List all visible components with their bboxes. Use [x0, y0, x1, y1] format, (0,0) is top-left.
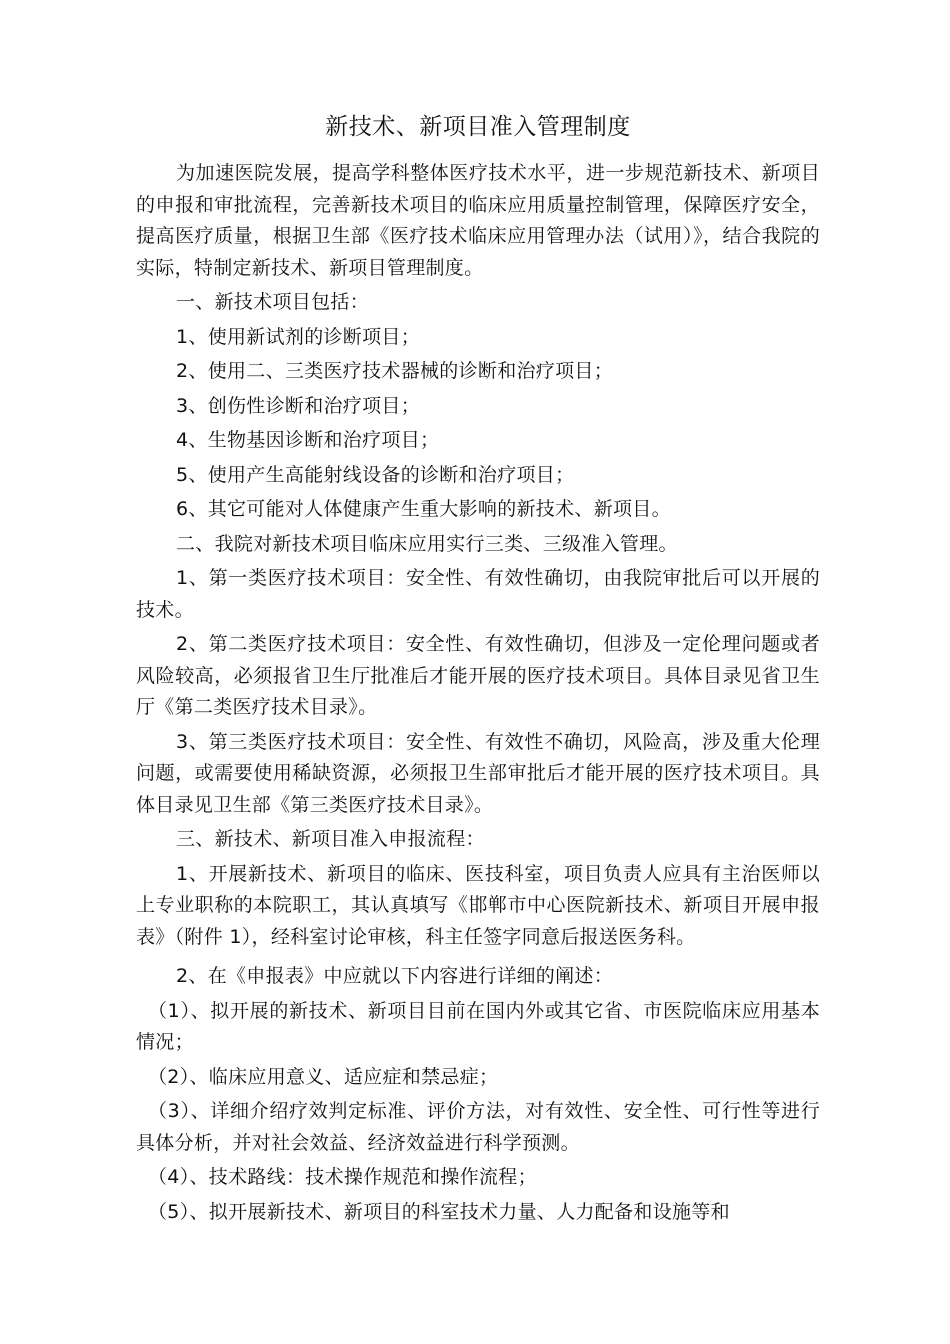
list-item: 1、第一类医疗技术项目：安全性、有效性确切，由我院审批后可以开展的技术。: [136, 567, 820, 621]
document-title: 新技术、新项目准入管理制度: [325, 114, 631, 140]
list-item: 4、生物基因诊断和治疗项目；: [176, 429, 440, 451]
list-item: 2、第二类医疗技术项目：安全性、有效性确切，但涉及一定伦理问题或者风险较高，必须报省卫生厅批准后才能开展的医疗技术项目。具体目录见省卫生厅《第二类医疗技术目录》。: [136, 633, 820, 718]
list-item: 1、使用新试剂的诊断项目；: [176, 325, 420, 348]
sub-list-item: （2）、临床应用意义、适应症和禁忌症；: [148, 1065, 499, 1088]
sub-list-item: （1）、拟开展的新技术、新项目目前在国内外或其它省、市医院临床应用基本情况；: [136, 999, 820, 1053]
list-item: 5、使用产生高能射线设备的诊断和治疗项目；: [176, 463, 575, 486]
list-item: 1、开展新技术、新项目的临床、医技科室，项目负责人应具有主治医师以上专业职称的本院职工，其认真填写《邯郸市中心医院新技术、新项目开展申报表》（附件 1），经科室讨论审核，科主任签字同意后报送医务科。: [136, 862, 820, 948]
list-item: 6、其它可能对人体健康产生重大影响的新技术、新项目。: [176, 498, 671, 520]
list-item: 2、使用二、三类医疗技术器械的诊断和治疗项目；: [176, 360, 613, 382]
sub-list-item: （3）、详细介绍疗效判定标准、评价方法，对有效性、安全性、可行性等进行具体分析，并对社会效益、经济效益进行科学预测。: [136, 1100, 820, 1154]
intro-paragraph: 为加速医院发展，提高学科整体医疗技术水平，进一步规范新技术、新项目的申报和审批流程，完善新技术项目的临床应用质量控制管理，保障医疗安全，提高医疗质量，根据卫生部《医疗技术临床应用管理办法（试用）》，结合我院的实际，特制定新技术、新项目管理制度。: [136, 162, 820, 279]
sub-list-item: （4）、技术路线：技术操作规范和操作流程；: [148, 1166, 537, 1188]
section-heading-2: 二、我院对新技术项目临床应用实行三类、三级准入管理。: [176, 532, 678, 555]
section-heading-3: 三、新技术、新项目准入申报流程：: [176, 828, 485, 850]
sub-list-item: （5）、拟开展新技术、新项目的科室技术力量、人力配备和设施等和: [148, 1200, 730, 1223]
list-item: 3、创伤性诊断和治疗项目；: [176, 394, 420, 417]
section-heading-1: 一、新技术项目包括：: [176, 291, 370, 313]
list-item: 3、第三类医疗技术项目：安全性、有效性不确切，风险高，涉及重大伦理问题，或需要使用稀缺资源，必须报卫生部审批后才能开展的医疗技术项目。具体目录见卫生部《第三类医疗技术目录》。: [136, 730, 820, 816]
list-item: 2、在《申报表》中应就以下内容进行详细的阐述：: [176, 965, 613, 987]
